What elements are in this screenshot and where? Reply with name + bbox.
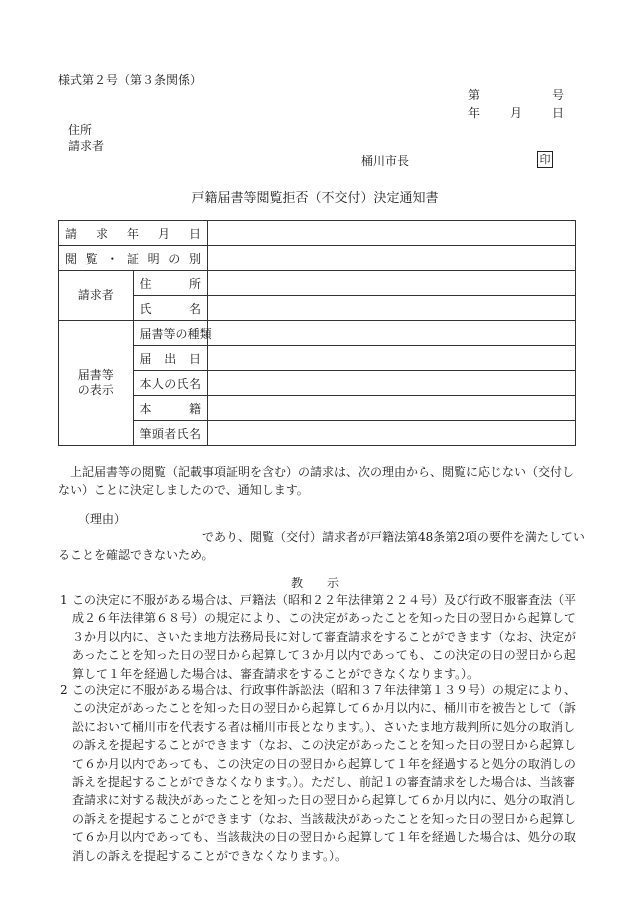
label-requester-address xyxy=(133,271,208,296)
table-row xyxy=(59,221,576,246)
label-char: 所 xyxy=(188,276,201,291)
label-char: 閲 xyxy=(65,251,78,266)
label-char: 日 xyxy=(188,226,201,241)
group-requester: 請求者 xyxy=(59,271,134,321)
form-number: 様式第２号（第３条関係） xyxy=(58,73,203,87)
table-row xyxy=(59,396,576,421)
label-char: 届 xyxy=(139,351,152,366)
label-char: 名 xyxy=(188,426,201,441)
label-char: 本 xyxy=(139,401,152,416)
seal-icon: 印 xyxy=(537,151,553,168)
label-char: 者 xyxy=(164,426,177,441)
label-char: 本 xyxy=(139,376,152,391)
label-char: 出 xyxy=(164,351,177,366)
label-notify-date xyxy=(133,346,208,371)
value-head-name xyxy=(208,421,576,446)
request-info-table xyxy=(58,220,576,446)
requester-label: 請求者 xyxy=(68,139,105,153)
instruction-item-2 xyxy=(58,681,580,865)
value-notify-date xyxy=(208,346,576,371)
table-row xyxy=(59,246,576,271)
item-text: この決定に不服がある場合は、戸籍法（昭和２２年法律第２２４号）及び行政不服審査法（平成２６年法律第６８号）の規定により、この決定があったことを知った日の翌日から起算して３か月以内に、さいたま地方法務局長に対して審査請求をすることができます（なお、決定があったことを知った日の翌日から起算して３か月以内であっても、この決定の日の翌日から起算して１年を経過した場合は、審査請求をすることができなくなります。）。 xyxy=(72,593,577,681)
label-char: 年 xyxy=(126,226,139,241)
label-char: 日 xyxy=(188,351,201,366)
instruction-title: 教 示 xyxy=(290,576,339,590)
address-label: 住所 xyxy=(68,123,93,137)
label-char: の xyxy=(168,251,181,266)
value-person-name xyxy=(208,371,576,396)
table-row xyxy=(59,346,576,371)
label-char: 住 xyxy=(139,276,152,291)
label-char: 氏 xyxy=(176,376,189,391)
label-char: 籍 xyxy=(188,401,201,416)
document-number: 第 号 xyxy=(468,88,564,102)
label-char: の xyxy=(175,326,188,341)
item-number: 2 xyxy=(60,683,68,697)
value-requester-address xyxy=(208,271,576,296)
label-char: 頭 xyxy=(151,426,164,441)
item-number: 1 xyxy=(60,593,68,607)
value-doc-type xyxy=(208,321,576,346)
label-person-name xyxy=(133,371,208,396)
label-char: 明 xyxy=(147,251,160,266)
label-char: 求 xyxy=(95,226,108,241)
label-char: 氏 xyxy=(139,301,152,316)
table-row xyxy=(59,421,576,446)
decision-paragraph: 上記届書等の閲覧（記載事項証明を含む）の請求は、次の理由から、閲覧に応じない（交付しない）ことに決定しましたので、通知します。 xyxy=(58,465,575,497)
value-requester-name xyxy=(208,296,576,321)
value-category xyxy=(208,246,576,271)
label-doc-type xyxy=(133,321,212,346)
label-requester-name xyxy=(133,296,208,321)
label-char: 人 xyxy=(151,376,164,391)
item-text: この決定に不服がある場合は、行政事件訴訟法（昭和３７年法律第１３９号）の規定により、この決定があったことを知った日の翌日から起算して６か月以内に、桶川市を被告として（訴訟において桶川市を代表する者は桶川市長となります。）、さいたま地方裁判所に処分の取消しの訴えを提起することができます（なお、この決定があったことを知った日の翌日から起算して６か月以内であっても、この決定の日の翌日から起算して１年を経過すると処分の取消しの訴えを提起することができなくなります。）。ただし、前記１の審査請求をした場合は、当該審査請求に対する裁決があったことを知った日の翌日から起算して６か月以内に、処分の取消しの訴えを提起することができます（なお、当該裁決があったことを知った日の翌日から起算して６か月以内であっても、当該裁決の日の翌日から起算して１年を経過した場合は、処分の取消しの訴えを提起することができなくなります。）。 xyxy=(72,683,577,863)
reason-label: （理由） xyxy=(78,512,127,526)
label-char: 月 xyxy=(157,226,170,241)
label-char: 筆 xyxy=(139,426,152,441)
label-char: 氏 xyxy=(176,426,189,441)
document-title: 戸籍届書等閲覧拒否（不交付）決定通知書 xyxy=(191,191,439,206)
label-char: 届 xyxy=(139,326,152,341)
table-row xyxy=(59,321,576,346)
label-request-date xyxy=(59,221,208,246)
table-row xyxy=(59,371,576,396)
document-date: 年 月 日 xyxy=(468,106,564,120)
label-honseki xyxy=(133,396,208,421)
value-request-date xyxy=(208,221,576,246)
reason-text-line2: ることを確認できないため。 xyxy=(58,548,214,562)
label-head-name xyxy=(133,421,208,446)
reason-text-line1: であり、閲覧（交付）請求者が戸籍法第48条第2項の要件を満たしてい xyxy=(202,530,585,544)
issuer-name: 桶川市長 xyxy=(361,154,410,168)
label-category xyxy=(59,246,208,271)
table-row xyxy=(59,296,576,321)
label-char: 名 xyxy=(188,301,201,316)
label-char: ・ xyxy=(106,251,119,266)
instruction-item-1 xyxy=(58,591,580,683)
value-honseki xyxy=(208,396,576,421)
label-char: 別 xyxy=(188,251,201,266)
table-row xyxy=(59,271,576,296)
label-char: 種 xyxy=(187,326,200,341)
label-char: 名 xyxy=(188,376,201,391)
label-char: 類 xyxy=(199,326,212,341)
group-document: 届書等 の表示 xyxy=(59,321,134,446)
label-char: 請 xyxy=(65,226,78,241)
label-char: 書 xyxy=(151,326,164,341)
label-char: の xyxy=(164,376,177,391)
label-char: 等 xyxy=(163,326,176,341)
label-char: 覧 xyxy=(85,251,98,266)
label-char: 証 xyxy=(126,251,139,266)
